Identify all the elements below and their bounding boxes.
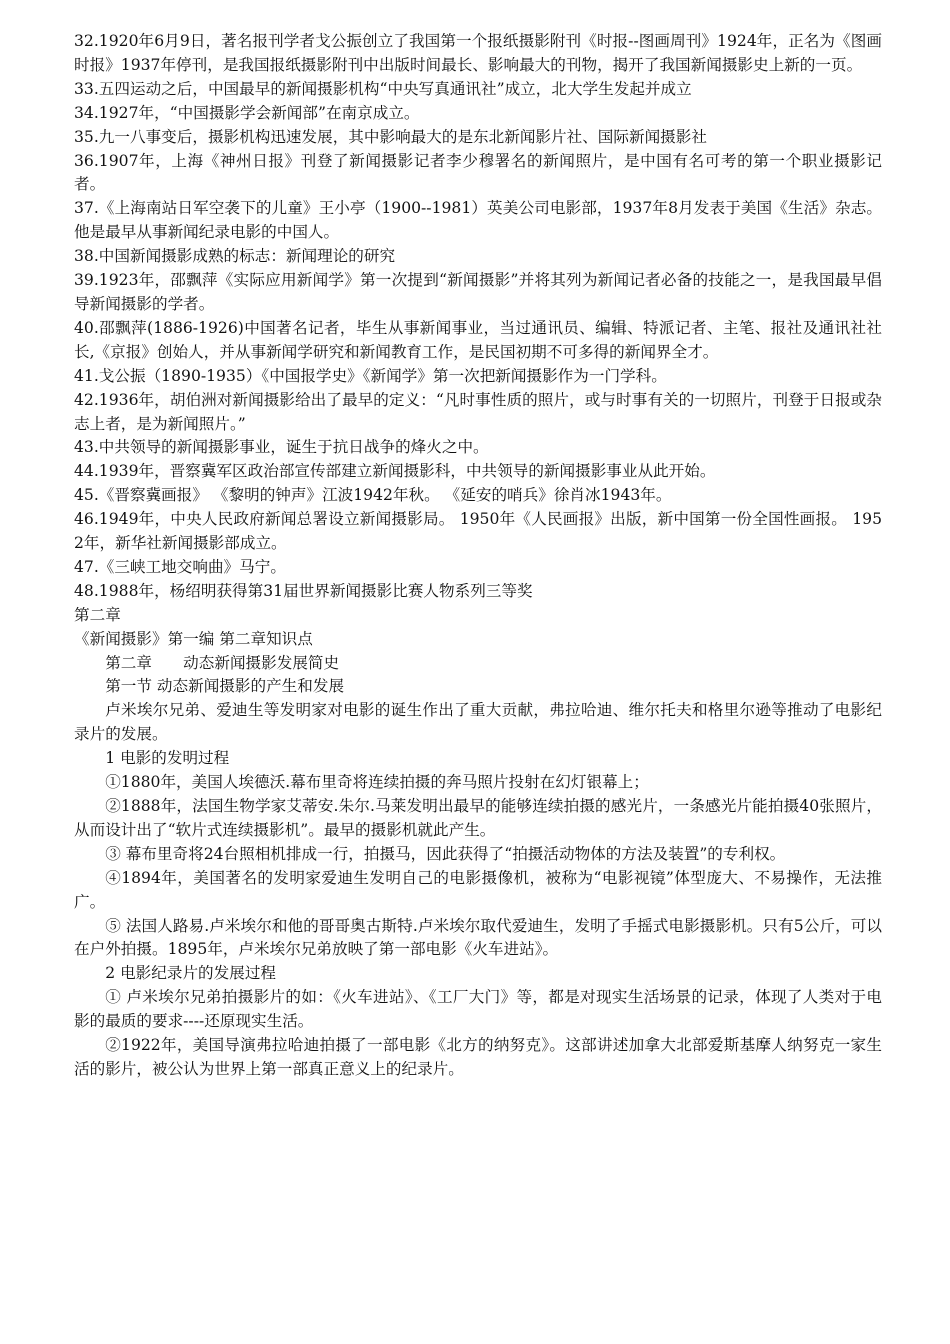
paragraph-item-34: 34.1927年，“中国摄影学会新闻部”在南京成立。 xyxy=(74,103,420,122)
paragraph-item-48: 48.1988年，杨绍明获得第31届世界新闻摄影比赛人物系列三等奖 xyxy=(74,581,533,600)
chapter-title: 第二章 动态新闻摄影发展简史 xyxy=(105,653,340,672)
paragraph-item-35: 35.九一八事变后，摄影机构迅速发展，其中影响最大的是东北新闻影片社、国际新闻摄影社 xyxy=(74,127,707,146)
documentary-item-2: ②1922年，美国导演弗拉哈迪拍摄了一部电影《北方的纳努克》。这部讲述加拿大北部爱斯基摩人纳努克一家生活的影片，被公认为世界上第一部真正意义上的纪录片。 xyxy=(74,1036,882,1078)
paragraph-item-47: 47.《三峡工地交响曲》马宁。 xyxy=(74,557,286,576)
paragraph-item-45: 45.《晋察冀画报》 《黎明的钟声》江波1942年秋。 《延安的哨兵》徐肖冰1943年。 xyxy=(74,486,672,505)
subsection-heading-invention: 1 电影的发明过程 xyxy=(105,749,230,768)
paragraph-item-43: 43.中共领导的新闻摄影事业，诞生于抗日战争的烽火之中。 xyxy=(74,438,489,457)
paragraph-item-37: 37.《上海南站日军空袭下的儿童》王小亭（1900--1981）英美公司电影部，1937年8月发表于美国《生活》杂志。他是最早从事新闻纪录电影的中国人。 xyxy=(74,199,882,242)
paragraph-item-44: 44.1939年，晋察冀军区政治部宣传部建立新闻摄影科，中共领导的新闻摄影事业从此开始。 xyxy=(74,462,716,481)
section-title: 《新闻摄影》第一编 第二章知识点 xyxy=(74,629,313,648)
invention-item-3: ③ 幕布里奇将24台照相机排成一行，拍摄马，因此获得了“拍摄活动物体的方法及装置”的专利权。 xyxy=(105,844,786,863)
paragraph-item-46: 46.1949年，中央人民政府新闻总署设立新闻摄影局。 1950年《人民画报》出版，新中国第一份全国性画报。 1952年，新华社新闻摄影部成立。 xyxy=(74,510,882,553)
paragraph-item-39: 39.1923年，邵飘萍《实际应用新闻学》第一次提到“新闻摄影”并将其列为新闻记者必备的技能之一，是我国最早倡导新闻摄影的学者。 xyxy=(74,271,882,313)
paragraph-item-41: 41.戈公振（1890-1935）《中国报学史》《新闻学》第一次把新闻摄影作为一门学科。 xyxy=(74,366,667,385)
document-page xyxy=(74,30,882,1082)
paragraph-item-36: 36.1907年，上海《神州日报》刊登了新闻摄影记者李少穆署名的新闻照片，是中国有名可考的第一个职业摄影记者。 xyxy=(74,151,882,194)
subsection-heading-documentary: 2 电影纪录片的发展过程 xyxy=(105,964,277,983)
documentary-item-1: ① 卢米埃尔兄弟拍摄影片的如：《火车进站》、《工厂大门》等，都是对现实生活场景的记录，体现了人类对于电影的最质的要求----还原现实生活。 xyxy=(74,988,882,1031)
section-subtitle: 第一节 动态新闻摄影的产生和发展 xyxy=(105,677,345,696)
chapter-heading: 第二章 xyxy=(74,605,121,624)
invention-item-5: ⑤ 法国人路易.卢米埃尔和他的哥哥奥古斯特.卢米埃尔取代爱迪生，发明了手摇式电影摄影机。只有5公斤，可以在户外拍摄。1895年，卢米埃尔兄弟放映了第一部电影《火车进站》。 xyxy=(74,916,882,959)
paragraph-item-32: 32.1920年6月9日，著名报刊学者戈公振创立了我国第一个报纸摄影附刊《时报--图画周刊》1924年，正名为《图画时报》1937年停刊，是我国报纸摄影附刊中出版时间最长、影响最大的刊物，揭开了我国新闻摄影史上新的一页。 xyxy=(74,32,882,74)
paragraph-item-33: 33.五四运动之后，中国最早的新闻摄影机构“中央写真通讯社”成立，北大学生发起并成立 xyxy=(74,79,692,98)
paragraph-item-40: 40.邵飘萍(1886-1926)中国著名记者，毕生从事新闻事业，当过通讯员、编辑、特派记者、主笔、报社及通讯社社长,《京报》创始人，并从事新闻学研究和新闻教育工作，是民国初期不可多得的新闻界全才。 xyxy=(74,318,882,361)
paragraph-item-42: 42.1936年，胡伯洲对新闻摄影给出了最早的定义：“凡时事性质的照片，或与时事有关的一切照片，刊登于日报或杂志上者，是为新闻照片。” xyxy=(74,390,882,433)
invention-item-2: ②1888年，法国生物学家艾蒂安.朱尔.马莱发明出最早的能够连续拍摄的感光片，一条感光片能拍摄40张照片，从而设计出了“软片式连续摄影机”。最早的摄影机就此产生。 xyxy=(74,797,882,839)
invention-item-1: ①1880年，美国人埃德沃.幕布里奇将连续拍摄的奔马照片投射在幻灯银幕上； xyxy=(105,773,649,792)
invention-item-4: ④1894年，美国著名的发明家爱迪生发明自己的电影摄像机，被称为“电影视镜”体型庞大、不易操作，无法推广。 xyxy=(74,868,882,911)
intro-paragraph: 卢米埃尔兄弟、爱迪生等发明家对电影的诞生作出了重大贡献，弗拉哈迪、维尔托夫和格里尔逊等推动了电影纪录片的发展。 xyxy=(74,701,882,744)
paragraph-item-38: 38.中国新闻摄影成熟的标志：新闻理论的研究 xyxy=(74,247,396,266)
